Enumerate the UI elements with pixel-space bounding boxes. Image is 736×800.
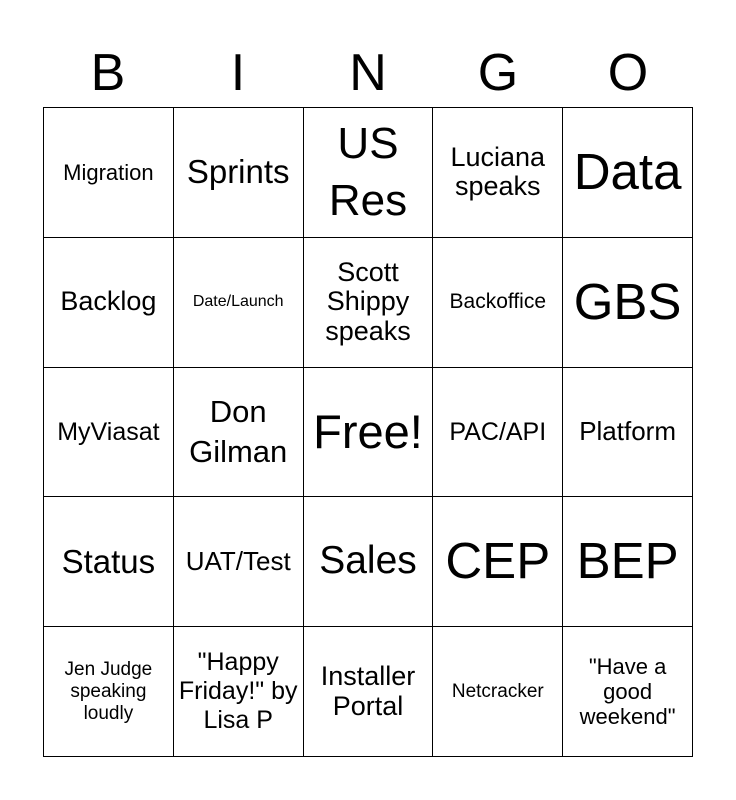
bingo-cell[interactable]: Backoffice	[433, 238, 563, 368]
header-letter-b: B	[90, 44, 126, 102]
bingo-cell[interactable]: CEP	[433, 497, 563, 627]
bingo-cell[interactable]: Status	[44, 497, 174, 627]
free-space-cell[interactable]: Free!	[304, 368, 434, 498]
bingo-cell[interactable]: Sales	[304, 497, 434, 627]
bingo-cell[interactable]: GBS	[563, 238, 693, 368]
bingo-cell[interactable]: MyViasat	[44, 368, 174, 498]
bingo-cell[interactable]: Platform	[563, 368, 693, 498]
bingo-cell[interactable]: PAC/API	[433, 368, 563, 498]
bingo-board	[43, 107, 693, 757]
bingo-cell[interactable]: Migration	[44, 108, 174, 238]
header-letter-o: O	[607, 44, 649, 102]
bingo-cell[interactable]: Backlog	[44, 238, 174, 368]
bingo-cell[interactable]: Don Gilman	[174, 368, 304, 498]
bingo-cell[interactable]: Netcracker	[433, 627, 563, 757]
bingo-cell[interactable]: Jen Judge speaking loudly	[44, 627, 174, 757]
bingo-header	[43, 42, 693, 104]
header-letter-i: I	[230, 44, 246, 102]
bingo-cell[interactable]: Scott Shippy speaks	[304, 238, 434, 368]
bingo-cell[interactable]: "Have a good weekend"	[563, 627, 693, 757]
bingo-cell[interactable]: Data	[563, 108, 693, 238]
bingo-cell[interactable]: US Res	[304, 108, 434, 238]
bingo-cell[interactable]: Sprints	[174, 108, 304, 238]
bingo-cell[interactable]: Luciana speaks	[433, 108, 563, 238]
bingo-cell[interactable]: Installer Portal	[304, 627, 434, 757]
bingo-cell[interactable]: "Happy Friday!" by Lisa P	[174, 627, 304, 757]
bingo-cell[interactable]: UAT/Test	[174, 497, 304, 627]
header-letter-n: N	[349, 44, 387, 102]
header-letter-g: G	[477, 44, 519, 102]
bingo-cell[interactable]: BEP	[563, 497, 693, 627]
bingo-cell[interactable]: Date/Launch	[174, 238, 304, 368]
